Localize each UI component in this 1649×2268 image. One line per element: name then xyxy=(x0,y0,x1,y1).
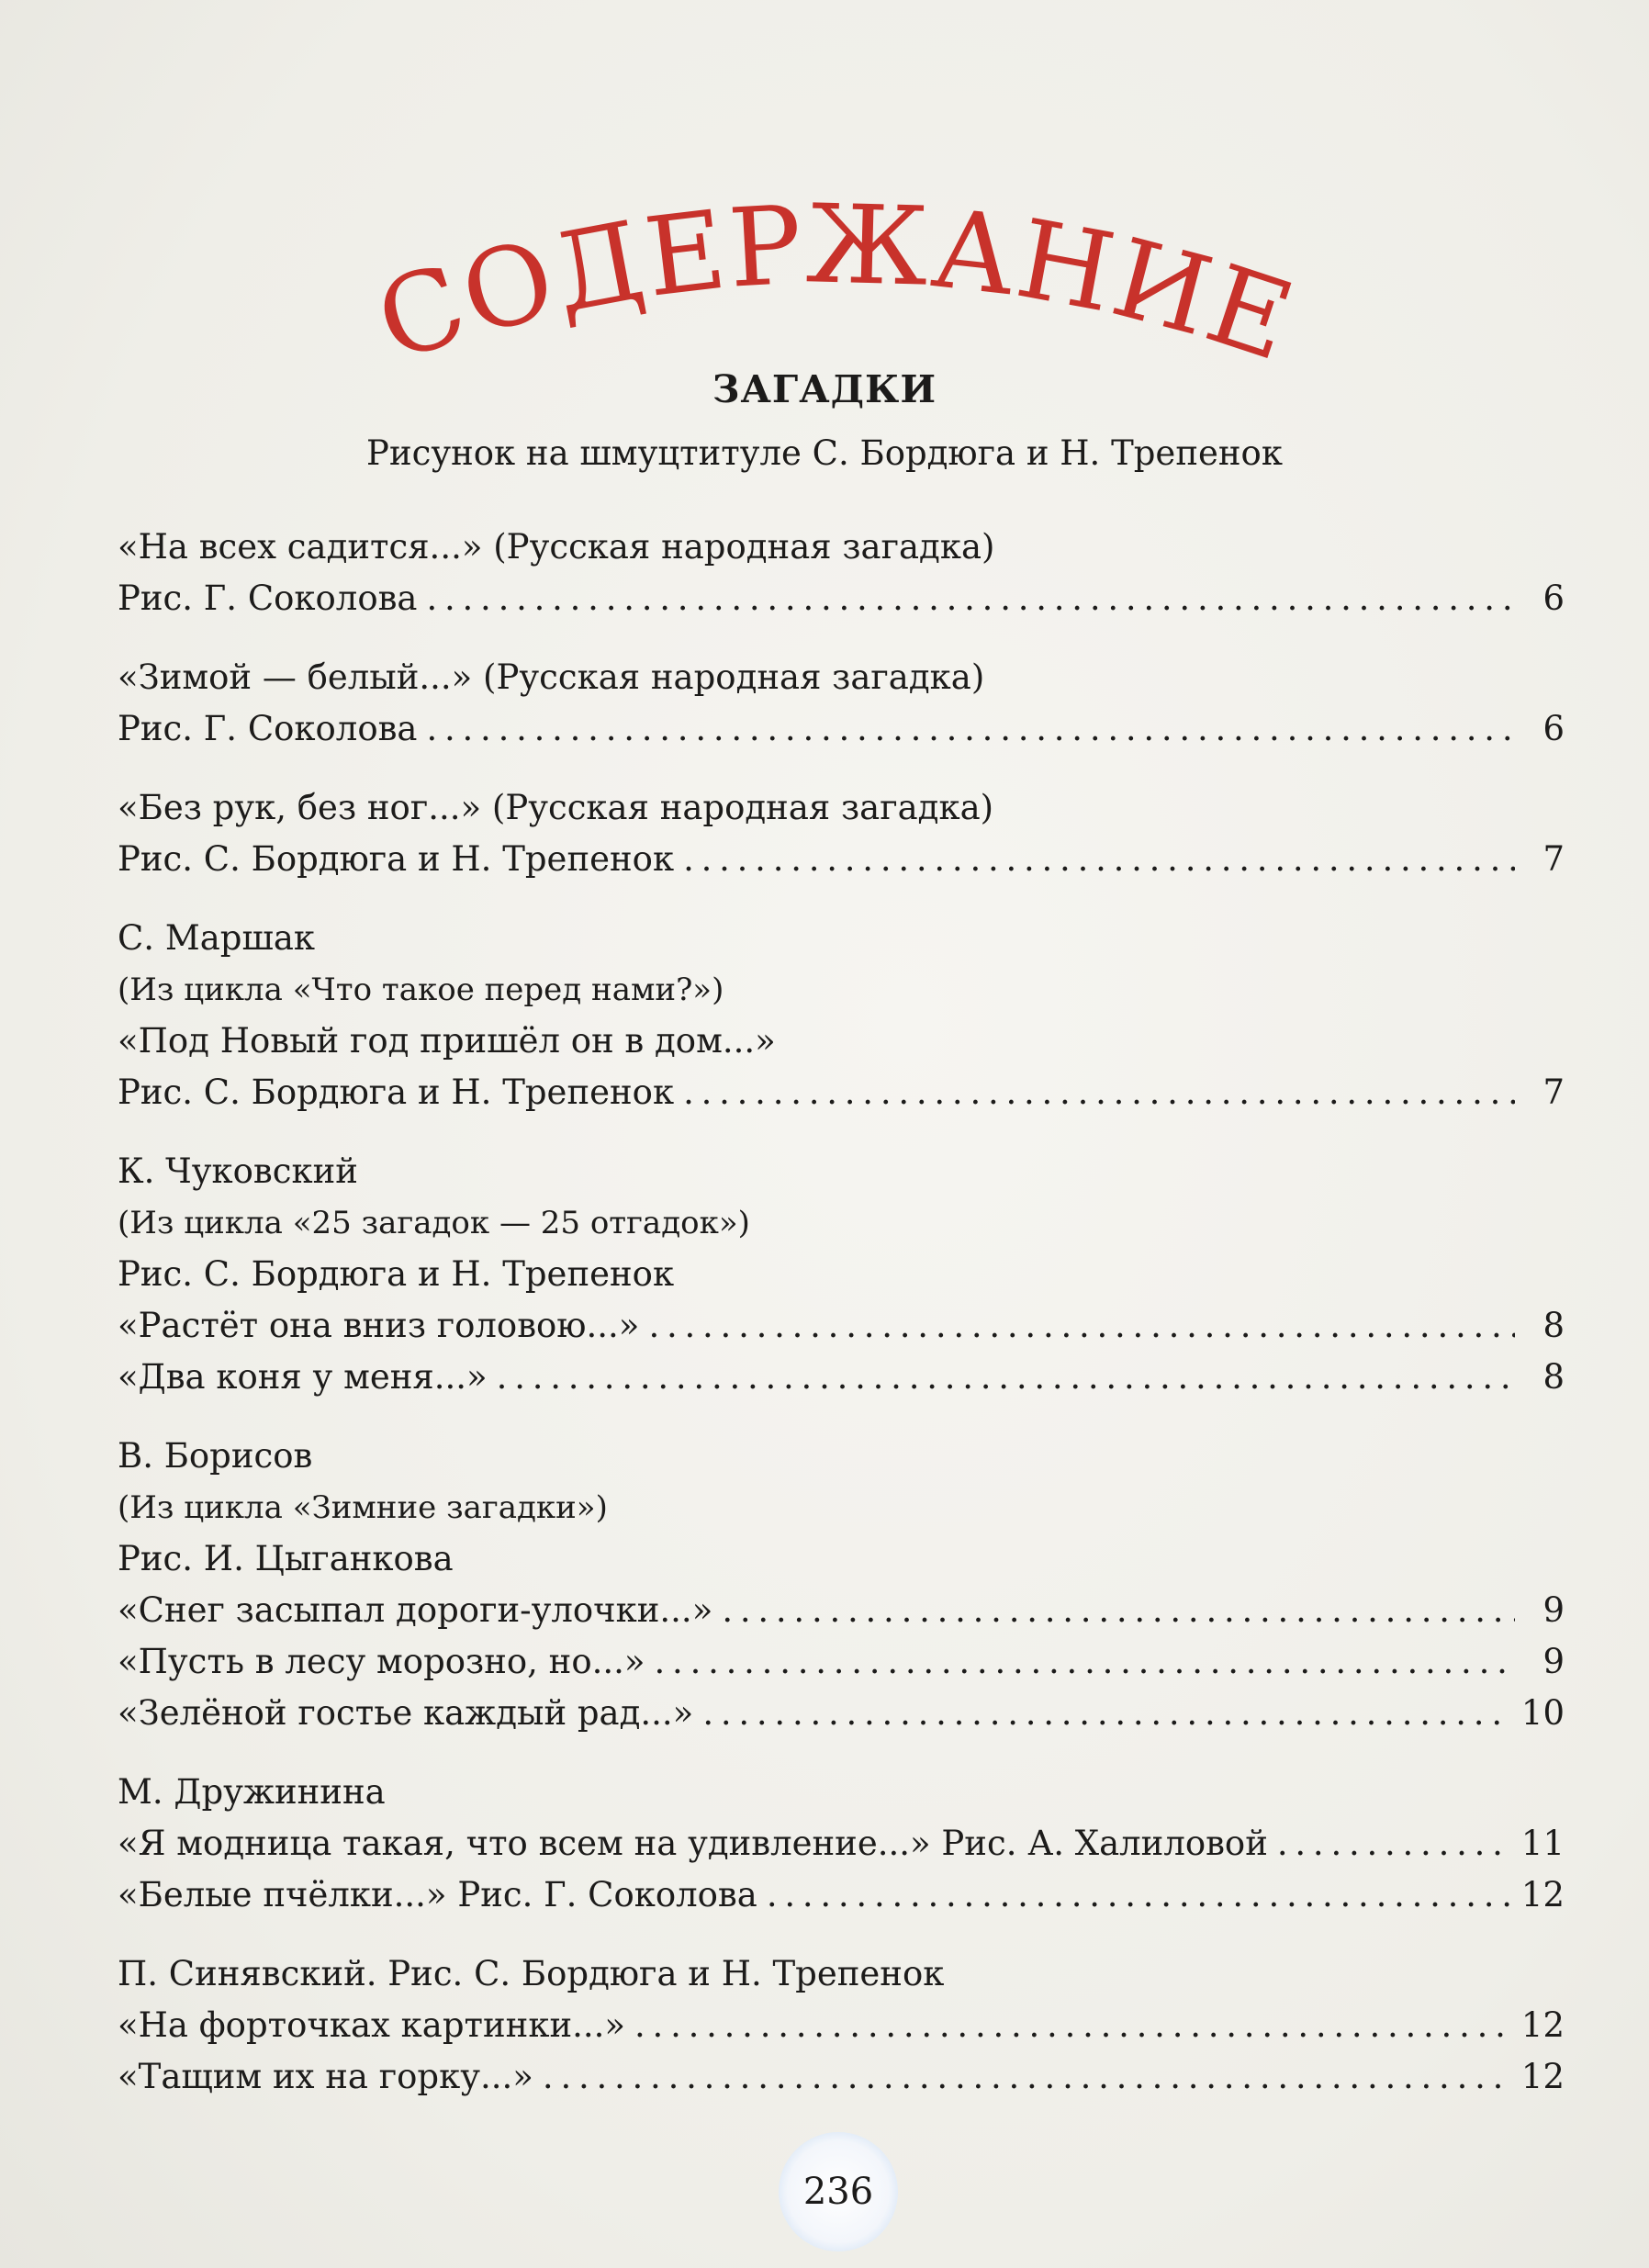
toc-page-number: 11 xyxy=(1520,1824,1565,1863)
toc-header-line: (Из цикла «Зимние загадки») xyxy=(118,1489,608,1526)
toc-page-number: 6 xyxy=(1542,578,1565,618)
toc-entry[interactable] xyxy=(118,1585,1565,1636)
toc-entry[interactable] xyxy=(118,834,1565,885)
dot-leader xyxy=(1277,1818,1512,1869)
dot-leader xyxy=(683,834,1515,885)
toc-header-line: Рис. С. Бордюга и Н. Трепенок xyxy=(118,1254,675,1294)
toc-entry[interactable] xyxy=(118,1300,1565,1352)
toc-entry-text: «Тащим их на горку...» xyxy=(118,2057,533,2096)
toc-page-number: 12 xyxy=(1520,2057,1565,2096)
dot-leader xyxy=(767,1869,1512,1921)
toc-entry[interactable] xyxy=(118,1067,1565,1118)
toc-page-number: 8 xyxy=(1542,1357,1565,1397)
title-text: СОДЕРЖАНИЕ xyxy=(362,180,1309,386)
toc-page-number: 8 xyxy=(1542,1306,1565,1345)
dot-leader xyxy=(648,1300,1515,1352)
toc-group xyxy=(118,652,1565,755)
toc-page-number: 9 xyxy=(1542,1590,1565,1630)
toc-header-line: «Зимой — белый...» (Русская народная загадка) xyxy=(118,657,985,697)
toc-entry-text: Рис. С. Бордюга и Н. Трепенок xyxy=(118,839,675,879)
toc-page-number: 7 xyxy=(1542,1072,1565,1112)
toc-header-line: В. Борисов xyxy=(118,1436,313,1476)
toc-group xyxy=(118,913,1565,1118)
toc-page-number: 9 xyxy=(1542,1642,1565,1681)
toc-entry[interactable] xyxy=(118,573,1565,624)
toc-entry[interactable] xyxy=(118,1352,1565,1403)
toc-entry[interactable] xyxy=(118,1636,1565,1688)
dot-leader xyxy=(683,1067,1515,1118)
toc-header-line: (Из цикла «Что такое перед нами?») xyxy=(118,971,724,1008)
dot-leader xyxy=(543,2051,1512,2103)
toc-header-line: (Из цикла «25 загадок — 25 отгадок») xyxy=(118,1205,750,1241)
toc-header-line: «Под Новый год пришёл он в дом...» xyxy=(118,1021,776,1061)
toc-header-line: С. Маршак xyxy=(118,918,316,958)
toc-group xyxy=(118,1146,1565,1403)
toc-entry-text: Рис. С. Бордюга и Н. Трепенок xyxy=(118,1072,675,1112)
toc-header-line: Рис. И. Цыганкова xyxy=(118,1539,454,1578)
toc-page-number: 10 xyxy=(1520,1693,1565,1733)
toc-group xyxy=(118,782,1565,885)
toc-header-line: «Без рук, без ног...» (Русская народная загадка) xyxy=(118,788,994,827)
toc-entry-text: Рис. Г. Соколова xyxy=(118,709,418,748)
toc-entry[interactable] xyxy=(118,1818,1565,1869)
toc-entry[interactable] xyxy=(118,703,1565,755)
toc-entry-text: «Растёт она вниз головою...» xyxy=(118,1306,640,1345)
toc-entry[interactable] xyxy=(118,1869,1565,1921)
section-subtitle: Рисунок на шмуцтитуле С. Бордюга и Н. Трепенок xyxy=(366,433,1283,473)
toc-page-number: 12 xyxy=(1520,2005,1565,2045)
toc-entry-text: «Два коня у меня...» xyxy=(118,1357,488,1397)
toc-group xyxy=(118,1767,1565,1921)
dot-leader xyxy=(426,573,1515,624)
title-arc xyxy=(349,174,1322,386)
toc-entry-text: «Я модница такая, что всем на удивление...» Рис. А. Халиловой xyxy=(118,1824,1268,1863)
toc-header-line: К. Чуковский xyxy=(118,1151,358,1191)
toc-header-line: «На всех садится...» (Русская народная загадка) xyxy=(118,527,995,567)
toc-entry[interactable] xyxy=(118,2051,1565,2103)
toc-entry-text: «Белые пчёлки...» Рис. Г. Соколова xyxy=(118,1875,757,1914)
toc-entry[interactable] xyxy=(118,2000,1565,2051)
toc-entry-text: «Пусть в лесу морозно, но...» xyxy=(118,1642,645,1681)
toc-entry-text: Рис. Г. Соколова xyxy=(118,578,418,618)
table-of-contents xyxy=(118,522,1565,2130)
dot-leader xyxy=(426,703,1515,755)
page-title xyxy=(349,174,1322,386)
dot-leader xyxy=(702,1688,1512,1739)
dot-leader xyxy=(722,1585,1515,1636)
toc-entry[interactable] xyxy=(118,1688,1565,1739)
toc-entry-text: «На форточках картинки...» xyxy=(118,2005,626,2045)
section-heading: ЗАГАДКИ xyxy=(712,367,937,411)
toc-page-number: 6 xyxy=(1542,709,1565,748)
toc-header-line: П. Синявский. Рис. С. Бордюга и Н. Трепенок xyxy=(118,1954,945,1993)
toc-entry-text: «Зелёной гостье каждый рад...» xyxy=(118,1693,694,1733)
toc-group xyxy=(118,1948,1565,2103)
toc-group xyxy=(118,1431,1565,1739)
toc-page-number: 7 xyxy=(1542,839,1565,879)
toc-header-line: М. Дружинина xyxy=(118,1772,386,1812)
dot-leader xyxy=(634,2000,1512,2051)
dot-leader xyxy=(497,1352,1515,1403)
dot-leader xyxy=(655,1636,1515,1688)
toc-group xyxy=(118,522,1565,624)
toc-page-number: 12 xyxy=(1520,1875,1565,1914)
toc-entry-text: «Снег засыпал дороги-улочки...» xyxy=(118,1590,713,1630)
page-number-badge: 236 xyxy=(779,2132,898,2251)
